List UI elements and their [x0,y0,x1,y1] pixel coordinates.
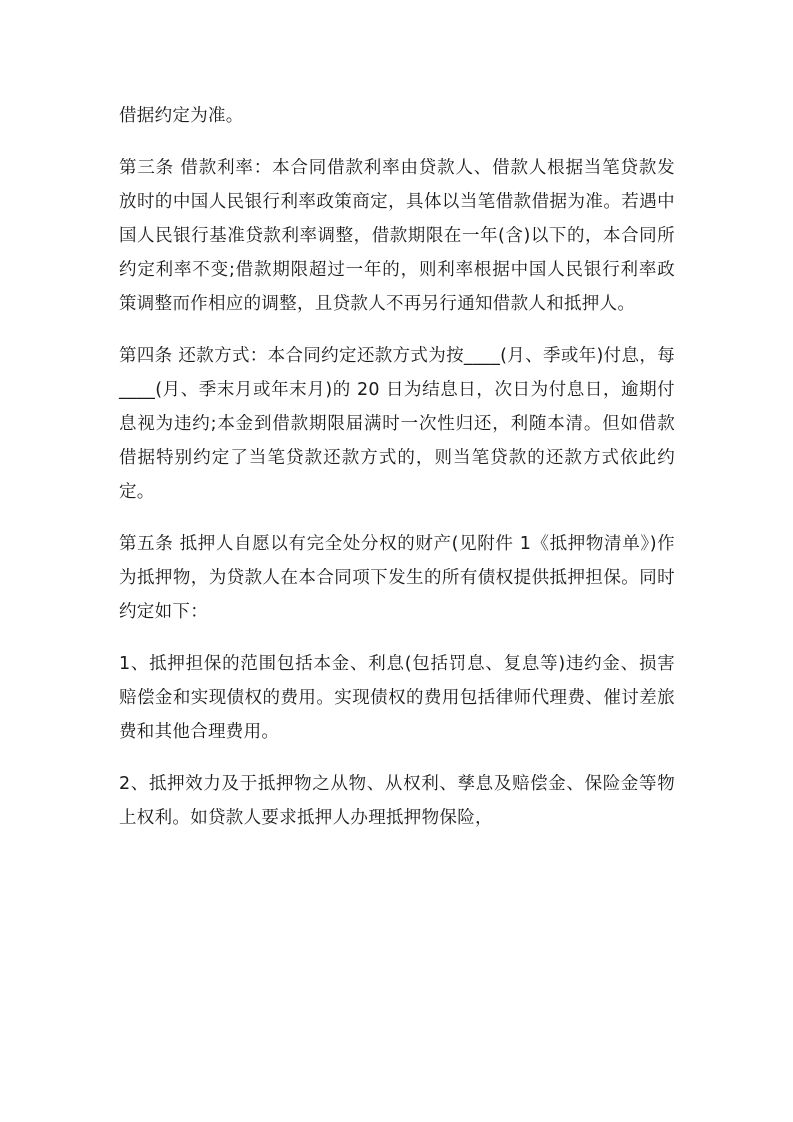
document-body [119,99,675,853]
paragraph-clause-2-effect: 2、抵押效力及于抵押物之从物、从权利、孳息及赔偿金、保险金等物上权利。如贷款人要求抵押人办理抵押物保险， [119,774,675,828]
paragraph-clause-1-scope: 1、抵押担保的范围包括本金、利息(包括罚息、复息等)违约金、损害赔偿金和实现债权的费用。实现债权的费用包括律师代理费、催讨差旅费和其他合理费用。 [119,654,675,742]
paragraph-article-3-interest-rate: 第三条 借款利率：本合同借款利率由贷款人、借款人根据当笔贷款发放时的中国人民银行利率政策商定，具体以当笔借款借据为准。若遇中国人民银行基准贷款利率调整，借款期限在一年(含)以下的，本合同所约定利率不变;借款期限超过一年的，则利率根据中国人民银行利率政策调整而作相应的调整，且贷款人不再另行通知借款人和抵押人。 [119,158,675,314]
paragraph-continuation: 借据约定为准。 [119,106,244,126]
paragraph-article-5-mortgage: 第五条 抵押人自愿以有完全处分权的财产(见附件 1《抵押物清单》)作为抵押物，为贷款人在本合同项下发生的所有债权提供抵押担保。同时约定如下： [119,534,675,622]
paragraph-article-4-repayment: 第四条 还款方式：本合同约定还款方式为按____(月、季或年)付息，每____(月、季末月或年末月)的 20 日为结息日，次日为付息日，逾期付息视为违约;本金到借款期限届满时一次性归还，利随本清。但如借款借据特别约定了当笔贷款还款方式的，则当笔贷款的还款方式依此约定。 [119,346,675,502]
